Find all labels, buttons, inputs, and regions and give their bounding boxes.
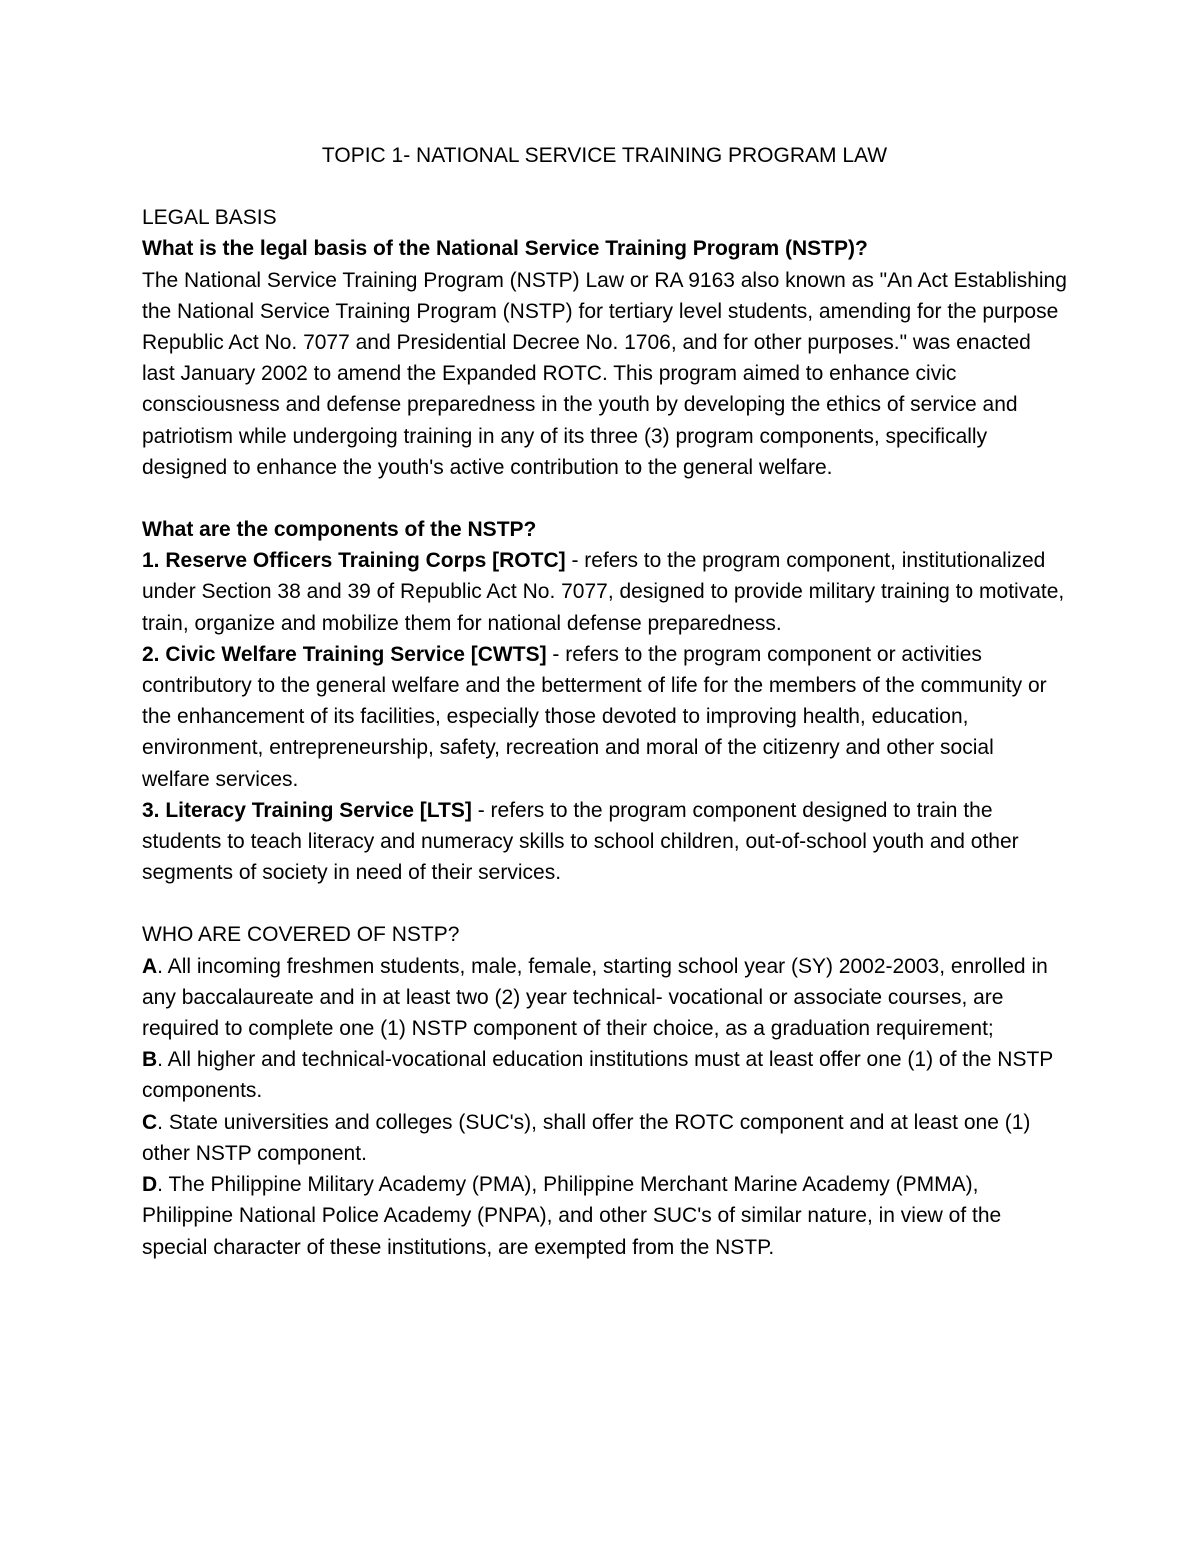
covered-heading: WHO ARE COVERED OF NSTP?	[142, 923, 460, 947]
component-item-lts	[142, 795, 1067, 889]
covered-item-a	[142, 951, 1067, 1045]
component-item-rotc	[142, 545, 1067, 639]
components-question: What are the components of the NSTP?	[142, 518, 537, 542]
covered-text: . All higher and technical-vocational education institutions must at least offer one (1) of the NSTP components.	[142, 1048, 1053, 1103]
component-text: - refers to the program component designed to train the students to teach literacy and numeracy skills to school children, out-of-school youth and other segments of society in need of their services.	[142, 798, 1019, 885]
covered-item-b	[142, 1044, 1067, 1106]
covered-label: A	[142, 954, 158, 978]
component-label: 2. Civic Welfare Training Service [CWTS]	[142, 642, 547, 666]
document-body	[142, 140, 1067, 1294]
covered-text: . The Philippine Military Academy (PMA), Philippine Merchant Marine Academy (PMMA), Philippine National Police Academy (PNPA), and other SUC's of similar nature, in view of the special character of these institutions, are exempted from the NSTP.	[142, 1173, 1002, 1259]
covered-text: . All incoming freshmen students, male, female, starting school year (SY) 2002-2003, enrolled in any baccalaureate and in at least two (2) year technical- vocational or associate courses, are required to complete one (1) NSTP component of their choice, as a graduation requirement;	[142, 954, 1048, 1041]
covered-section	[142, 919, 1067, 1262]
component-label: 3. Literacy Training Service [LTS]	[142, 798, 472, 822]
covered-label: B	[142, 1048, 158, 1072]
component-item-cwts	[142, 639, 1067, 795]
component-label: 1. Reserve Officers Training Corps [ROTC]	[142, 549, 566, 573]
legal-basis-answer: The National Service Training Program (NSTP) Law or RA 9163 also known as "An Act Establishing the National Service Training Program (NSTP) for tertiary level students, amending for the purpose Republic Act No. 7077 and Presidential Decree No. 1706, and for other purposes." was enacted last January 2002 to amend the Expanded ROTC. This program aimed to enhance civic consciousness and defense preparedness in the youth by developing the ethics of service and patriotism while undergoing training in any of its three (3) program components, specifically designed to enhance the youth's active contribution to the general welfare.	[142, 268, 1067, 479]
component-text: - refers to the program component or activities contributory to the general welfare and the betterment of life for the members of the community or the enhancement of its facilities, especially those devoted to improving health, education, environment, entrepreneurship, safety, recreation and moral of the citizenry and other social welfare services.	[142, 642, 1047, 791]
legal-basis-question: What is the legal basis of the National Service Training Program (NSTP)?	[142, 237, 868, 261]
covered-label: C	[142, 1110, 158, 1134]
covered-item-c	[142, 1107, 1067, 1169]
legal-basis-heading: LEGAL BASIS	[142, 206, 277, 230]
component-text: - refers to the program component, institutionalized under Section 38 and 39 of Republic Act No. 7077, designed to provide military training to motivate, train, organize and mobilize them for national defense preparedness.	[142, 549, 1065, 635]
covered-item-d	[142, 1169, 1067, 1263]
covered-label: D	[142, 1173, 158, 1197]
page-title: TOPIC 1- NATIONAL SERVICE TRAINING PROGRAM LAW	[321, 144, 888, 167]
covered-text: . State universities and colleges (SUC's), shall offer the ROTC component and at least one (1) other NSTP component.	[142, 1110, 1031, 1165]
legal-basis-section	[142, 202, 1067, 483]
components-section	[142, 514, 1067, 888]
